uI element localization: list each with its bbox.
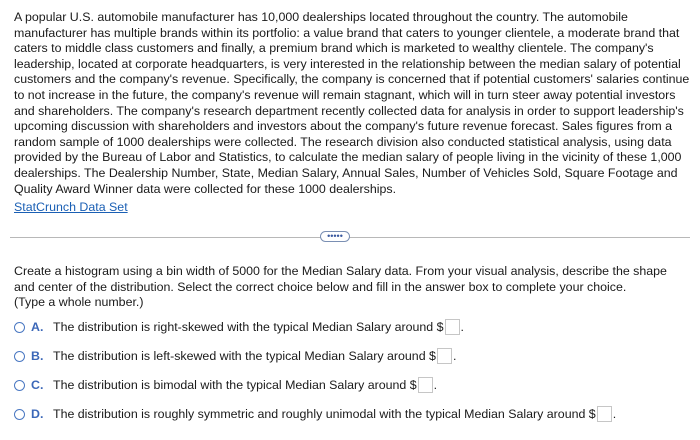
section-divider [10,237,690,238]
answer-box-b[interactable] [437,348,452,364]
choice-b-tail: . [452,349,457,363]
radio-d-icon[interactable] [14,409,25,420]
choice-d[interactable] [14,404,616,424]
choice-a-tail: . [460,320,464,334]
choice-a-letter: A. [31,320,44,334]
choice-a[interactable] [14,317,464,337]
choice-b-letter: B. [31,349,44,363]
question-text: Create a histogram using a bin width of 5000 for the Median Salary data. From your visual analysis, describe the shape and center of the distribution. Select the correct choice below and fill in the answer box to complete your choice. [14,264,667,294]
radio-b-icon[interactable] [14,351,25,362]
expand-more-button[interactable]: ••••• [320,231,350,242]
choice-c-text: The distribution is bimodal with the typical Median Salary around $ [53,378,417,392]
choice-a-text: The distribution is right-skewed with the typical Median Salary around $ [53,320,444,334]
choice-c-letter: C. [31,378,44,392]
choice-b[interactable] [14,346,456,366]
choice-d-letter: D. [31,407,44,421]
choice-d-tail: . [612,407,617,421]
answer-box-d[interactable] [597,406,612,422]
radio-a-icon[interactable] [14,322,25,333]
radio-c-icon[interactable] [14,380,25,391]
answer-box-a[interactable] [445,319,460,335]
answer-hint: (Type a whole number.) [14,295,144,309]
choice-c-tail: . [433,378,438,392]
answer-box-c[interactable] [418,377,433,393]
problem-intro: A popular U.S. automobile manufacturer has 10,000 dealerships located throughout the country. The automobile manufacturer has multiple brands within its portfolio: a value brand that caters to younger clientele, a moderate brand that caters to middle class customers and finally, a premium brand which is marketed to wealthy clientele. The company's leadership, located at corporate headquarters, is very interested in the relationship between the median salary of potential customers and the company's revenue. Specifically, the company is concerned that if potential customers' salaries continue to not increase in the future, the company's revenue will remain stagnant, which will in turn steer away potential investors and shareholders. The company's research department recently collected data for analysis in order to support leadership's upcoming discussion with shareholders and investors about the company's future revenue forecast. Sales figures from a random sample of 1000 dealerships were collected. The research division also conducted statistical analysis, using data provided by the Bureau of Labor and Statistics, to calculate the median salary of people living in the vicinity of these 1,000 dealerships. The Dealership Number, State, Median Salary, Annual Sales, Number of Vehicles Sold, Square Footage and Quality Award Winner data were collected for these 1000 dealerships. [14,10,690,196]
choice-d-text: The distribution is roughly symmetric and roughly unimodal with the typical Median Salary around $ [53,407,596,421]
statcrunch-data-set-link[interactable]: StatCrunch Data Set [14,200,128,214]
choice-b-text: The distribution is left-skewed with the typical Median Salary around $ [53,349,436,363]
choice-c[interactable] [14,375,437,395]
